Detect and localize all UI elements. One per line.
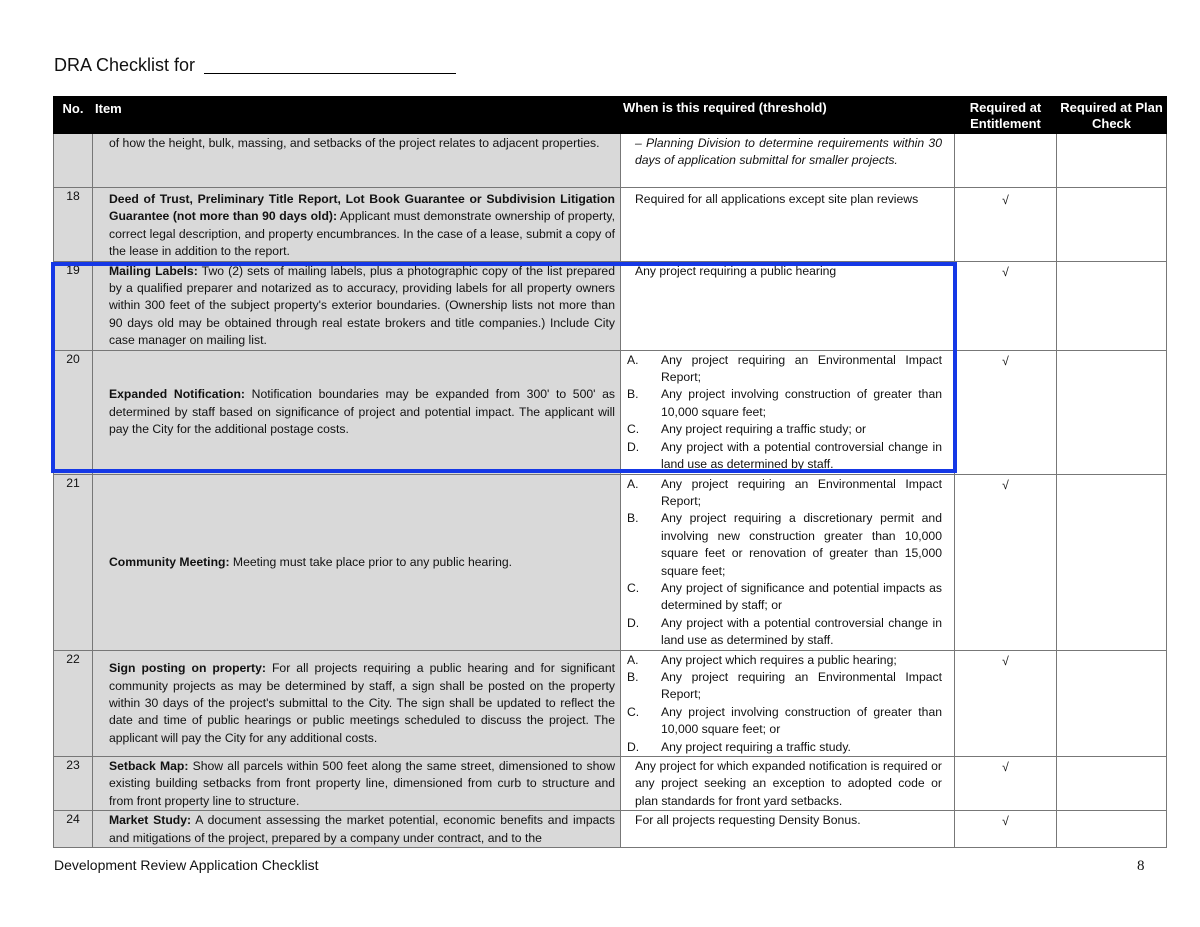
- plan-check-cell: [1057, 757, 1167, 811]
- plan-check-cell: [1057, 811, 1167, 848]
- item-cell: [93, 474, 621, 650]
- list-item: D. Any project with a potential controversial change in land use as determined by staff.: [627, 615, 942, 648]
- entitlement-check: √: [955, 350, 1057, 474]
- table-header-row: [54, 97, 1167, 134]
- list-item: C. Any project involving construction of greater than 10,000 square feet; or: [627, 704, 942, 737]
- list-item: A. Any project requiring an Environmental Impact Report;: [627, 476, 942, 508]
- title-blank-line: [204, 56, 456, 74]
- item-cell: [93, 811, 621, 848]
- row-number: 18: [54, 188, 93, 262]
- list-item: B. Any project involving construction of greater than 10,000 square feet;: [627, 387, 942, 419]
- item-cell: [93, 350, 621, 474]
- entitlement-check: √: [955, 474, 1057, 650]
- table-row: [54, 134, 1167, 188]
- footer-title: Development Review Application Checklist: [54, 857, 319, 873]
- list-item: D. Any project requiring a traffic study.: [627, 739, 851, 754]
- threshold-cell: – Planning Division to determine requirements within 30 days of application submittal for smaller projects.: [621, 134, 955, 188]
- item-text: Notification boundaries may be expanded from 300' to 500' as determined by staff based on significance of project and potential impact. The applicant will pay the City for the additional postage costs.: [109, 387, 615, 437]
- item-lead: Deed of Trust, Preliminary Title Report, Lot Book Guarantee or Subdivision Litigation Guarantee (not more than 90 days old):: [109, 192, 615, 224]
- table-row: [54, 350, 1167, 474]
- item-lead: Mailing Labels:: [109, 263, 198, 278]
- document-title-text: DRA Checklist for: [54, 55, 196, 75]
- item-text: Applicant must demonstrate ownership of property, correct legal description, and property encumbrances. In the case of a lease, submit a copy of the lease in addition to the report.: [109, 209, 615, 259]
- list-item: B. Any project requiring an Environmental Impact Report;: [627, 669, 942, 702]
- item-cell: [93, 134, 621, 188]
- col-header-no: No.: [54, 97, 93, 134]
- threshold-cell: [621, 650, 955, 756]
- row-number: 24: [54, 811, 93, 848]
- plan-check-cell: [1057, 650, 1167, 756]
- list-item: C. Any project requiring a traffic study; or: [627, 422, 867, 437]
- plan-check-cell: [1057, 134, 1167, 188]
- threshold-cell: [621, 474, 955, 650]
- item-lead: Community Meeting:: [109, 554, 230, 569]
- threshold-list: [621, 652, 942, 756]
- item-cell: [93, 188, 621, 262]
- row-number: 19: [54, 261, 93, 350]
- entitlement-check: √: [955, 261, 1057, 350]
- item-cell: [93, 757, 621, 811]
- item-text: Show all parcels within 500 feet along the same street, dimensioned to show existing building setbacks from front property line, dimensioned from curb to structure and from front property line to structure.: [109, 759, 615, 808]
- plan-check-cell: [1057, 474, 1167, 650]
- threshold-list: [621, 352, 942, 474]
- list-item: C. Any project of significance and potential impacts as determined by staff; or: [627, 580, 942, 613]
- table-row: [54, 650, 1167, 756]
- threshold-cell: Required for all applications except site plan reviews: [621, 188, 955, 262]
- row-number: 23: [54, 757, 93, 811]
- threshold-cell: [621, 350, 955, 474]
- threshold-cell: Any project for which expanded notification is required or any project seeking an exception to adopted code or plan standards for front yard setbacks.: [621, 757, 955, 811]
- list-item: A. Any project which requires a public hearing;: [627, 652, 897, 667]
- plan-check-cell: [1057, 350, 1167, 474]
- item-lead: Expanded Notification:: [109, 387, 245, 402]
- col-header-entitlement: Required at Entitlement: [955, 97, 1057, 134]
- table-row: [54, 261, 1167, 350]
- row-number: 20: [54, 350, 93, 474]
- row-number: 21: [54, 474, 93, 650]
- table-row: [54, 811, 1167, 848]
- item-text: A document assessing the market potential, economic benefits and impacts and mitigations of the project, prepared by a company under contract, and to the: [109, 813, 615, 845]
- row-number: 22: [54, 650, 93, 756]
- entitlement-check: √: [955, 188, 1057, 262]
- threshold-list: [621, 476, 942, 650]
- col-header-plan-check: Required at Plan Check: [1057, 97, 1167, 134]
- entitlement-check: √: [955, 650, 1057, 756]
- entitlement-check: [955, 134, 1057, 188]
- row-number: [54, 134, 93, 188]
- table-row: [54, 188, 1167, 262]
- page-number: 8: [1137, 858, 1145, 874]
- item-lead: Market Study:: [109, 813, 192, 828]
- threshold-cell: For all projects requesting Density Bonus.: [621, 811, 955, 848]
- table-row: [54, 474, 1167, 650]
- table-row: [54, 757, 1167, 811]
- item-text: Two (2) sets of mailing labels, plus a photographic copy of the list prepared by a qualified preparer and notarized as to accuracy, providing labels for all property owners within 300 feet of the subject property's exterior boundaries. (Ownership lists not more than 90 days old may be obtained through real estate brokers and title companies.) Include City case manager on mailing list.: [109, 263, 615, 348]
- col-header-item: Item: [93, 97, 621, 134]
- item-text: of how the height, bulk, massing, and setbacks of the project relates to adjacent properties.: [109, 136, 600, 150]
- item-text: For all projects requiring a public hearing and for significant community projects as may be determined by staff, a sign shall be posted on the property within 30 days of the project's submittal to the City. The sign shall be updated to reflect the date and time of public hearings or public meetings scheduled to discuss the project. The applicant will pay the City for any additional costs.: [109, 661, 615, 745]
- plan-check-cell: [1057, 261, 1167, 350]
- list-item: A. Any project requiring an Environmental Impact Report;: [627, 352, 942, 385]
- threshold-cell: Any project requiring a public hearing: [621, 261, 955, 350]
- plan-check-cell: [1057, 188, 1167, 262]
- entitlement-check: √: [955, 757, 1057, 811]
- item-cell: [93, 261, 621, 350]
- entitlement-check: √: [955, 811, 1057, 848]
- item-cell: [93, 650, 621, 756]
- document-title: [54, 55, 456, 76]
- item-text: Meeting must take place prior to any public hearing.: [229, 554, 513, 569]
- item-lead: Setback Map:: [109, 759, 189, 773]
- list-item: B. Any project requiring a discretionary permit and involving new construction greater than 10,000 square feet or renovation of greater than 15,000 square feet;: [627, 511, 942, 578]
- list-item: D. Any project with a potential controversial change in land use as determined by staff.: [627, 439, 942, 472]
- col-header-when: When is this required (threshold): [621, 97, 955, 134]
- item-lead: Sign posting on property:: [109, 661, 266, 676]
- checklist-table: [53, 96, 1167, 848]
